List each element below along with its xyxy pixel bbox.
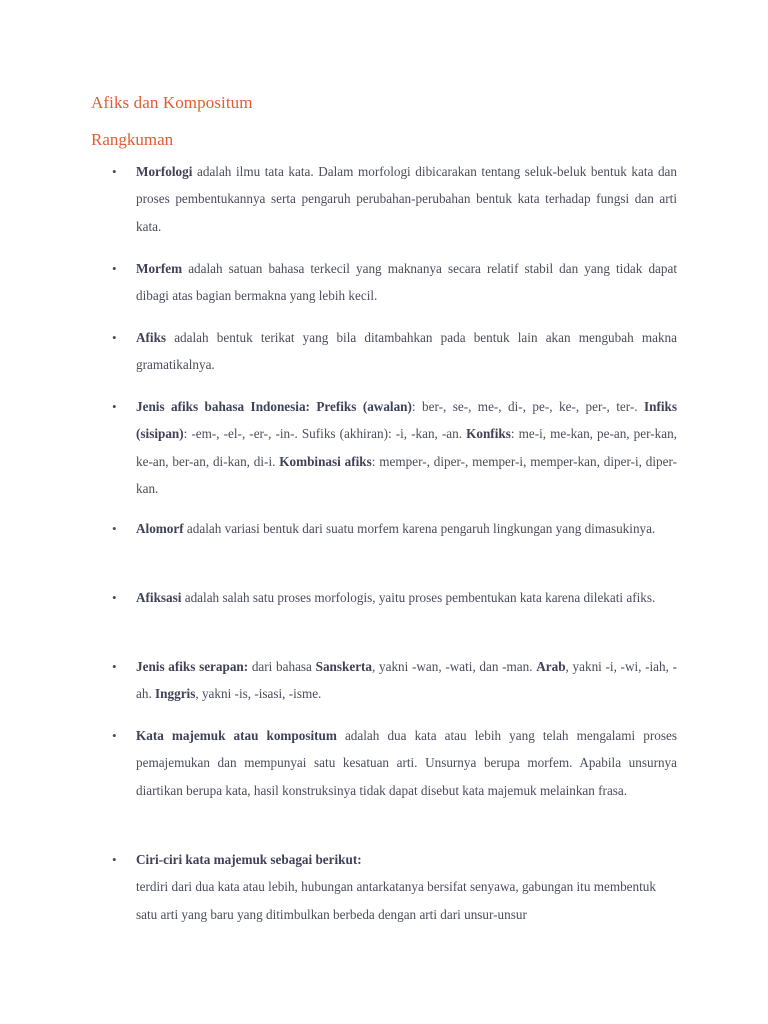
bold-term: Jenis afiks serapan: [136, 659, 249, 674]
bullet-icon: • [112, 590, 117, 605]
bold-term: Morfem [136, 261, 183, 276]
body-text: , yakni -i, -wi, -iah, -ah. [136, 659, 677, 702]
body-text: adalah bentuk terikat yang bila ditambahkan pada bentuk lain akan mengubah makna gramatikalnya. [136, 330, 677, 373]
bullet-icon: • [112, 330, 117, 345]
item-text [136, 722, 677, 804]
bullet-icon: • [112, 659, 117, 674]
item-text [136, 584, 677, 611]
document-title: Afiks dan Kompositum [91, 93, 253, 112]
body-text: dari bahasa [248, 659, 316, 674]
bold-term: Konfiks [466, 426, 511, 442]
bold-term: Arab [536, 659, 566, 674]
bullet-icon: • [112, 399, 117, 414]
bold-term: Afiks [136, 330, 167, 345]
bold-term: Alomorf [136, 521, 184, 536]
item-text [136, 255, 677, 310]
bullet-icon: • [112, 261, 117, 276]
item-text [136, 158, 677, 240]
bold-term: Sanskerta [315, 659, 373, 674]
bold-term: Jenis afiks bahasa Indonesia: Prefiks (awalan) [136, 399, 412, 414]
body-text: adalah salah satu proses morfologis, yaitu proses pembentukan kata karena dilekati afiks. [181, 590, 656, 605]
body-text: : memper-, diper-, memper-i, memper-kan, diper-i, diper-kan. [136, 453, 677, 496]
bold-term: Ciri-ciri kata majemuk sebagai berikut: [136, 852, 362, 867]
bold-term: Kata majemuk atau kompositum [136, 728, 337, 743]
body-text: : -em-, -el-, -er-, -in-. Sufiks (akhiran): -i, -kan, -an. [183, 426, 467, 442]
section-heading-rangkuman: Rangkuman [91, 130, 174, 149]
item-text [136, 515, 677, 542]
body-text: , yakni -is, -isasi, -isme. [195, 686, 322, 702]
item-text [136, 653, 677, 708]
body-text: adalah dua kata atau lebih yang telah mengalami proses pemajemukan dan mempunyai satu kesatuan arti. Unsurnya berupa morfem. Apabila unsurnya diartikan berupa kata, hasil konstruksinya tidak dapat disebut kata majemuk melainkan frasa. [136, 728, 677, 798]
body-text: adalah ilmu tata kata. Dalam morfologi dibicarakan tentang seluk-beluk bentuk kata dan proses pembentukannya serta pengaruh perubahan-perubahan bentuk kata terhadap fungsi dan arti kata. [136, 164, 677, 234]
item-text [136, 393, 677, 502]
body-text: adalah satuan bahasa terkecil yang maknanya secara relatif stabil dan yang tidak dapat dibagi atas bagian bermakna yang lebih kecil. [136, 261, 677, 304]
body-text: : me-i, me-kan, pe-an, per-kan, ke-an, ber-an, di-kan, di-i. [136, 426, 677, 469]
bullet-icon: • [112, 852, 117, 867]
body-text: terdiri dari dua kata atau lebih, hubungan antarkatanya bersifat senyawa, gabungan itu membentuk satu arti yang baru yang ditimbulkan berbeda dengan arti dari unsur-unsur [136, 879, 656, 922]
bullet-icon: • [112, 164, 117, 179]
bullet-icon: • [112, 521, 117, 536]
bold-term: Afiksasi [136, 590, 182, 605]
item-text [136, 846, 677, 928]
body-text: , yakni -wan, -wati, dan -man. [372, 659, 537, 674]
bold-term: Infiks (sisipan) [136, 399, 677, 442]
bold-term: Morfologi [136, 164, 193, 179]
item-text [136, 324, 677, 379]
bold-term: Inggris [155, 686, 196, 702]
body-text: adalah variasi bentuk dari suatu morfem karena pengaruh lingkungan yang dimasukinya. [183, 521, 656, 536]
body-text: : ber-, se-, me-, di-, pe-, ke-, per-, ter-. [411, 399, 644, 414]
bold-term: Kombinasi afiks [279, 453, 372, 469]
bullet-icon: • [112, 728, 117, 743]
